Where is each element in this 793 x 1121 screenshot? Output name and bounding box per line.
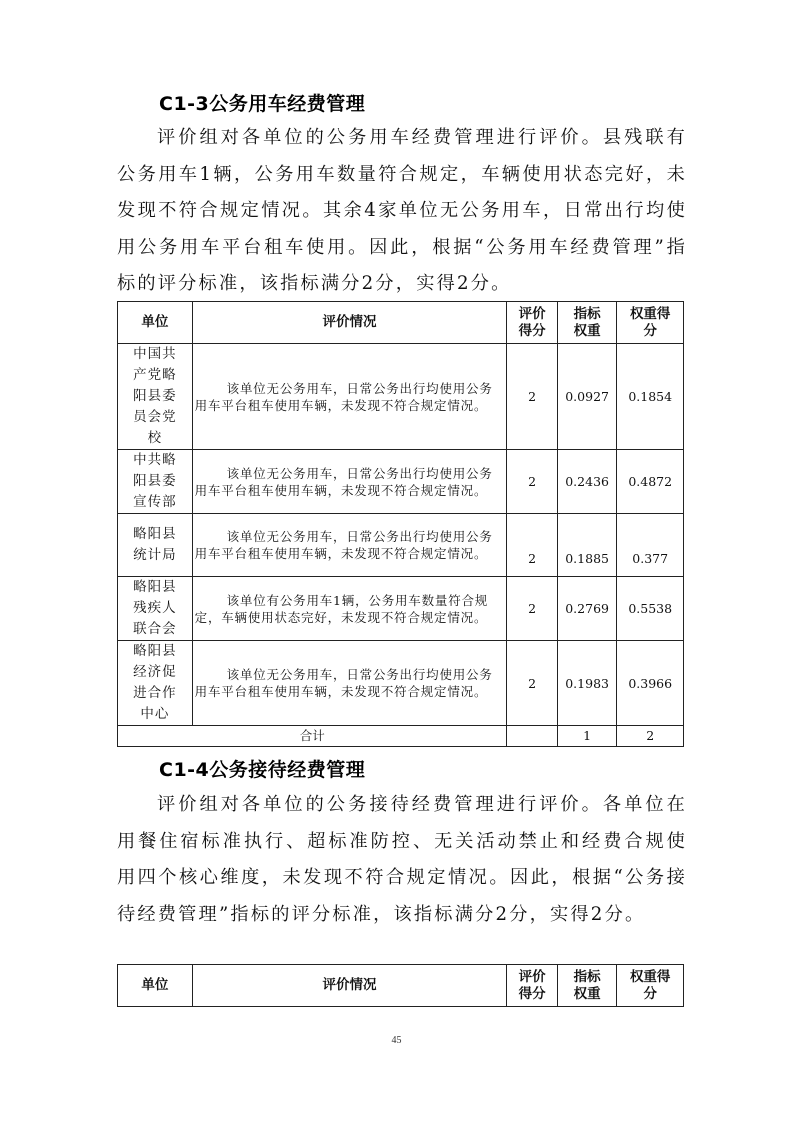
table-header-row — [118, 302, 684, 344]
table-row — [118, 450, 684, 514]
cell-weight: 0.2436 — [557, 450, 617, 514]
section-heading-c1-4: C1-4公务接待经费管理 — [159, 759, 366, 781]
cell-score: 2 — [507, 577, 557, 641]
section-heading-c1-3: C1-3公务用车经费管理 — [159, 93, 366, 115]
header-evaluation: 评价情况 — [192, 302, 507, 344]
section-paragraph-c1-3: 评价组对各单位的公务用车经费管理进行评价。县残联有公务用车1辆，公务用车数量符合规定，车辆使用状态完好，未发现不符合规定情况。其余4家单位无公务用车，日常出行均使用公务用车平台租车使用。因此，根据“公务用车经费管理”指标的评分标准，该指标满分2分，实得2分。 — [117, 127, 687, 294]
header-weight: 指标 权重 — [557, 302, 617, 344]
table-header-row — [118, 965, 684, 1007]
table-row — [118, 641, 684, 726]
cell-unit: 中共略 阳县委 宣传部 — [118, 450, 193, 514]
reception-expense-table — [117, 964, 684, 1007]
cell-weighted-score: 0.1854 — [617, 344, 684, 450]
table-row — [118, 577, 684, 641]
cell-evaluation: 该单位无公务用车，日常公务出行均使用公务用车平台租车使用车辆，未发现不符合规定情况。 — [192, 641, 507, 726]
cell-score: 2 — [507, 450, 557, 514]
cell-score: 2 — [507, 641, 557, 726]
total-weighted-score: 2 — [617, 726, 684, 747]
cell-score: 2 — [507, 344, 557, 450]
cell-evaluation: 该单位无公务用车，日常公务出行均使用公务用车平台租车使用车辆，未发现不符合规定情况。 — [192, 450, 507, 514]
table-total-row — [118, 726, 684, 747]
cell-evaluation: 该单位无公务用车，日常公务出行均使用公务用车平台租车使用车辆，未发现不符合规定情况。 — [192, 344, 507, 450]
total-label: 合计 — [118, 726, 507, 747]
header-weighted-score: 权重得 分 — [617, 302, 684, 344]
total-score — [507, 726, 557, 747]
header-evaluation: 评价情况 — [192, 965, 507, 1007]
section-paragraph-c1-4: 评价组对各单位的公务接待经费管理进行评价。各单位在用餐住宿标准执行、超标准防控、无关活动禁止和经费合规使用四个核心维度，未发现不符合规定情况。因此，根据“公务接待经费管理”指标的评分标准，该指标满分2分，实得2分。 — [117, 794, 687, 925]
cell-evaluation: 该单位无公务用车，日常公务出行均使用公务用车平台租车使用车辆，未发现不符合规定情况。 — [192, 514, 507, 577]
header-weight: 指标 权重 — [557, 965, 617, 1007]
cell-weight: 0.0927 — [557, 344, 617, 450]
cell-unit: 略阳县 残疾人 联合会 — [118, 577, 193, 641]
header-score: 评价 得分 — [507, 965, 557, 1007]
page-number: 45 — [391, 1035, 402, 1046]
header-unit: 单位 — [118, 302, 193, 344]
header-score: 评价 得分 — [507, 302, 557, 344]
cell-evaluation: 该单位有公务用车1辆，公务用车数量符合规定，车辆使用状态完好，未发现不符合规定情况。 — [192, 577, 507, 641]
total-weight: 1 — [557, 726, 617, 747]
cell-unit: 中国共 产党略 阳县委 员会党 校 — [118, 344, 193, 450]
table-row — [118, 514, 684, 577]
table-row — [118, 344, 684, 450]
cell-weighted-score: 0.5538 — [617, 577, 684, 641]
vehicle-expense-table — [117, 301, 684, 747]
cell-weight: 0.2769 — [557, 577, 617, 641]
cell-unit: 略阳县 经济促 进合作 中心 — [118, 641, 193, 726]
cell-score: 2 — [507, 514, 557, 577]
cell-weighted-score: 0.4872 — [617, 450, 684, 514]
cell-weighted-score: 0.3966 — [617, 641, 684, 726]
cell-weighted-score: 0.377 — [617, 514, 684, 577]
cell-weight: 0.1885 — [557, 514, 617, 577]
cell-unit: 略阳县 统计局 — [118, 514, 193, 577]
cell-weight: 0.1983 — [557, 641, 617, 726]
header-weighted-score: 权重得 分 — [617, 965, 684, 1007]
header-unit: 单位 — [118, 965, 193, 1007]
